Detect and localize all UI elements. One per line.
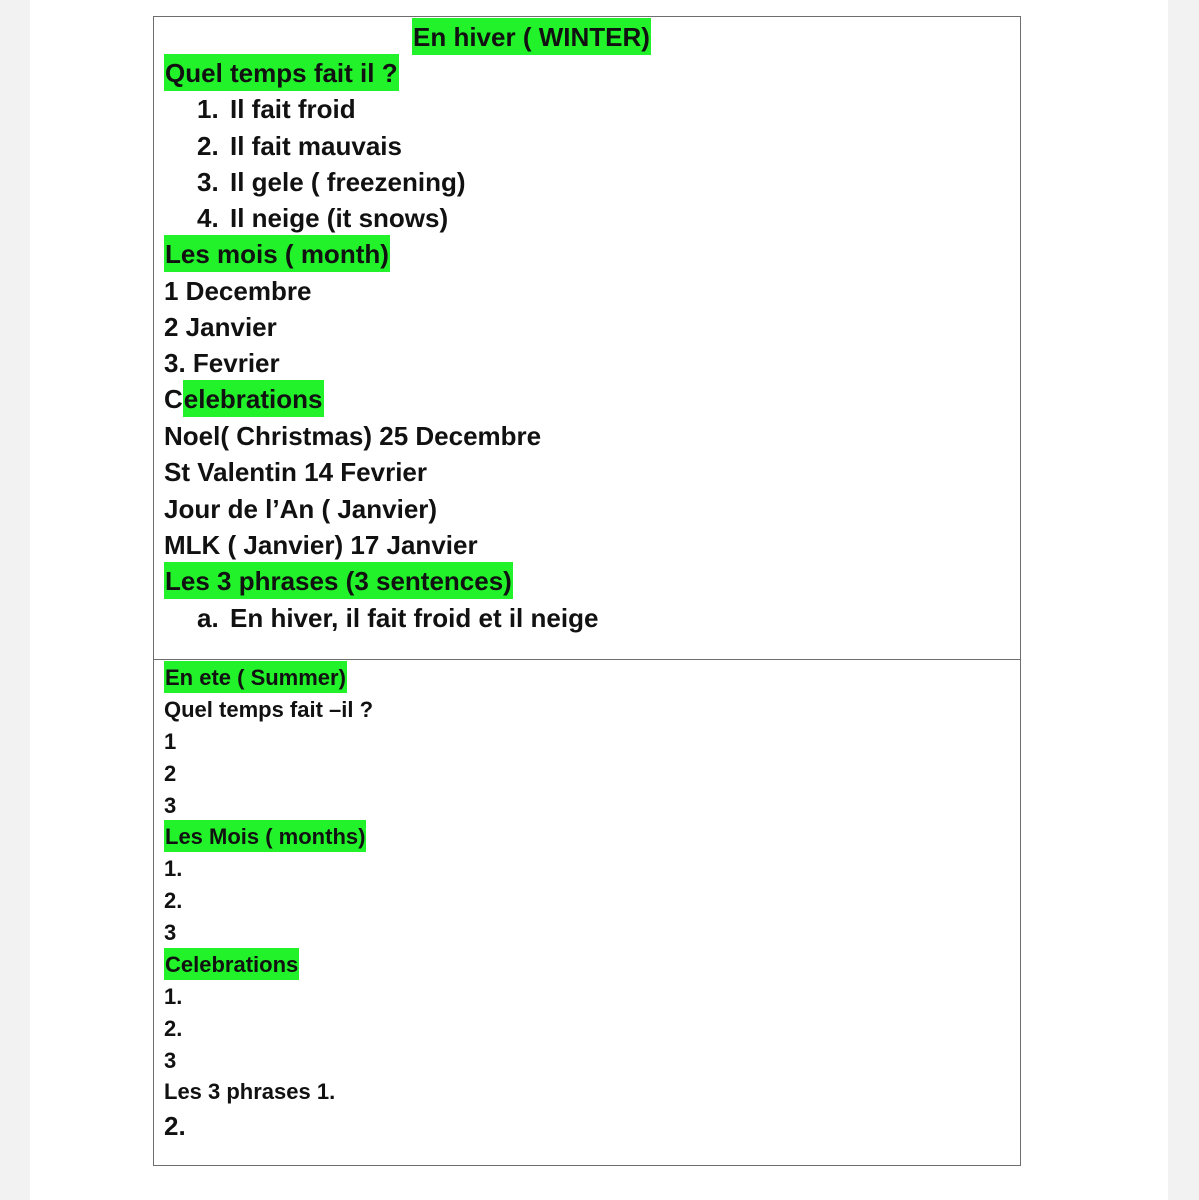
heading-initial: C (164, 384, 183, 414)
summer-months-heading-text: Les Mois ( months) (164, 820, 366, 852)
list-letter: a. (197, 603, 219, 633)
winter-sentences-heading (164, 568, 513, 594)
winter-weather-item (197, 169, 466, 195)
list-text: En hiver, il fait froid et il neige (230, 603, 599, 633)
winter-sentence-item (197, 605, 598, 631)
winter-months-heading-text: Les mois ( month) (164, 235, 390, 272)
winter-sentences-heading-text: Les 3 phrases (3 sentences) (164, 562, 513, 599)
summer-month-item: 3 (164, 920, 177, 945)
winter-month-item: 2 Janvier (164, 312, 277, 342)
summer-weather-item: 3 (164, 793, 177, 818)
summer-celebrations-heading-text: Celebrations (164, 948, 299, 980)
list-number: 4. (197, 203, 219, 233)
winter-month-item: 3. Fevrier (164, 348, 280, 378)
summer-title (164, 667, 347, 689)
winter-celebration-item: St Valentin 14 Fevrier (164, 457, 428, 487)
summer-months-heading (164, 826, 366, 848)
summer-celebration-item: 3 (164, 1048, 177, 1073)
list-number: 2. (197, 131, 219, 161)
winter-celebrations-heading (164, 386, 324, 412)
heading-rest: elebrations (183, 380, 324, 417)
list-text: Il fait mauvais (230, 131, 402, 161)
summer-weather-item: 2 (164, 761, 177, 786)
summer-sentences-line: Les 3 phrases 1. (164, 1079, 336, 1104)
list-number: 1. (197, 94, 219, 124)
winter-title (412, 24, 651, 50)
winter-celebration-item: Jour de l’An ( Janvier) (164, 494, 438, 524)
winter-weather-item (197, 96, 356, 122)
winter-celebration-item: Noel( Christmas) 25 Decembre (164, 421, 542, 451)
list-text: Il neige (it snows) (230, 203, 449, 233)
winter-weather-item (197, 205, 448, 231)
summer-month-item: 2. (164, 888, 183, 913)
summer-weather-item: 1 (164, 729, 177, 754)
summer-month-item: 1. (164, 856, 183, 881)
list-text: Il fait froid (230, 94, 356, 124)
summer-celebration-item: 1. (164, 984, 183, 1009)
summer-title-text: En ete ( Summer) (164, 661, 347, 693)
summer-celebration-item: 2. (164, 1016, 183, 1041)
summer-sentence-item: 2. (164, 1111, 186, 1141)
winter-months-heading (164, 241, 390, 267)
summer-celebrations-heading (164, 954, 299, 976)
winter-weather-heading (164, 60, 399, 86)
winter-celebration-item: MLK ( Janvier) 17 Janvier (164, 530, 478, 560)
summer-weather-heading: Quel temps fait –il ? (164, 697, 374, 722)
winter-title-text: En hiver ( WINTER) (412, 18, 651, 55)
winter-month-item: 1 Decembre (164, 276, 312, 306)
section-divider (153, 659, 1021, 660)
list-text: Il gele ( freezening) (230, 167, 466, 197)
list-number: 3. (197, 167, 219, 197)
winter-weather-heading-text: Quel temps fait il ? (164, 54, 399, 91)
winter-weather-item (197, 133, 402, 159)
